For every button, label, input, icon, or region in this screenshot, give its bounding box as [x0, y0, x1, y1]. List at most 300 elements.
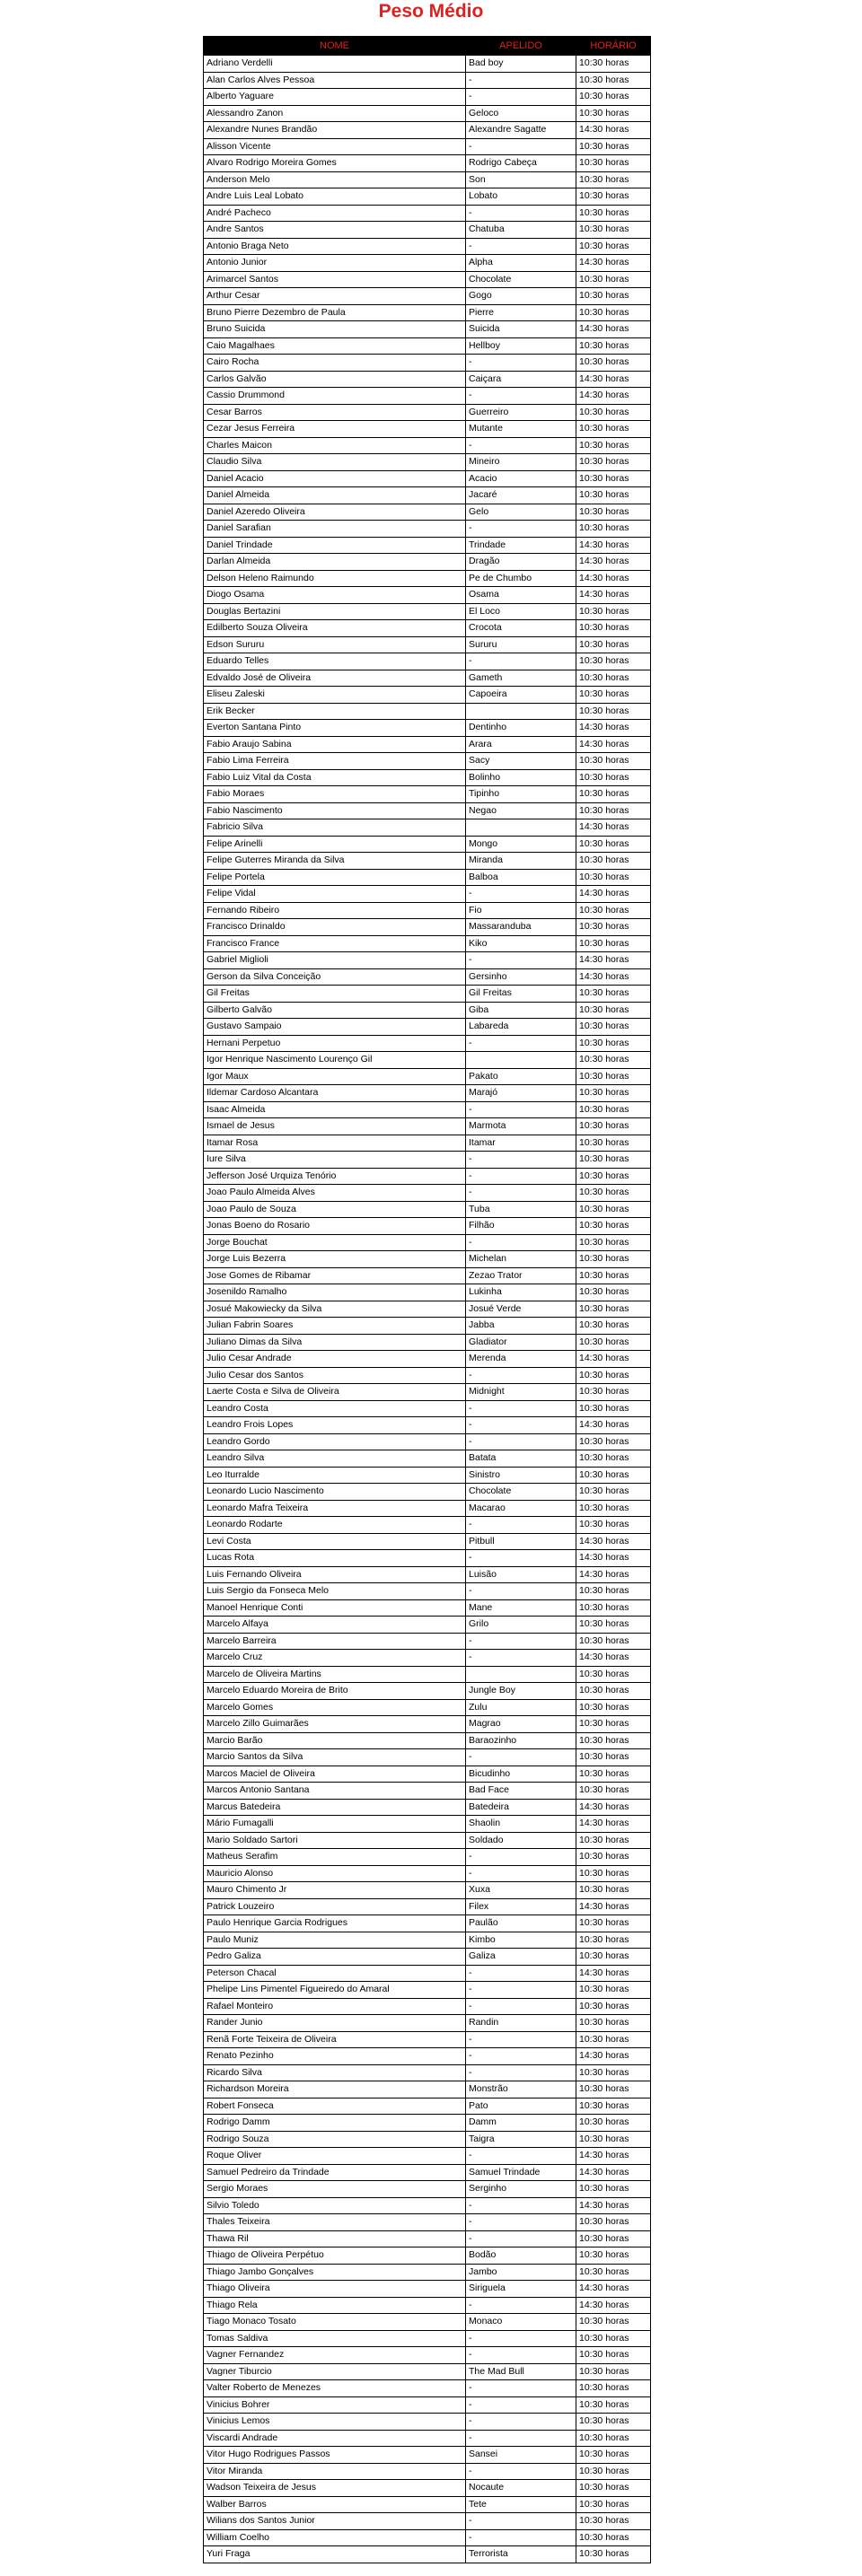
cell-name: Vitor Hugo Rodrigues Passos: [204, 2447, 466, 2464]
table-row: [204, 2363, 651, 2380]
cell-nickname: Serginho: [466, 2181, 576, 2198]
cell-schedule: 14:30 horas: [576, 1566, 651, 1583]
cell-name: Josué Makowiecky da Silva: [204, 1301, 466, 1318]
table-row: [204, 155, 651, 172]
cell-nickname: Tete: [466, 2496, 576, 2513]
cell-name: Isaac Almeida: [204, 1101, 466, 1118]
cell-name: Itamar Rosa: [204, 1135, 466, 1152]
cell-schedule: 10:30 horas: [576, 603, 651, 620]
table-row: [204, 587, 651, 604]
cell-name: Juliano Dimas da Silva: [204, 1334, 466, 1351]
cell-nickname: -: [466, 1550, 576, 1567]
cell-schedule: 10:30 horas: [576, 1583, 651, 1600]
cell-schedule: 10:30 horas: [576, 2447, 651, 2464]
cell-nickname: -: [466, 1234, 576, 1251]
table-row: [204, 2181, 651, 2198]
cell-schedule: 10:30 horas: [576, 769, 651, 786]
table-row: [204, 404, 651, 421]
cell-nickname: Galiza: [466, 1949, 576, 1966]
cell-name: Samuel Pedreiro da Trindade: [204, 2164, 466, 2181]
cell-schedule: 10:30 horas: [576, 902, 651, 919]
table-row: [204, 188, 651, 206]
table-row: [204, 2214, 651, 2231]
cell-schedule: 10:30 horas: [576, 2414, 651, 2431]
cell-name: Ismael de Jesus: [204, 1118, 466, 1135]
table-row: [204, 205, 651, 222]
cell-nickname: Alexandre Sagatte: [466, 122, 576, 139]
cell-schedule: 10:30 horas: [576, 288, 651, 305]
table-row: [204, 1517, 651, 1534]
cell-schedule: 10:30 horas: [576, 620, 651, 637]
cell-schedule: 10:30 horas: [576, 2131, 651, 2148]
cell-name: Adriano Verdelli: [204, 56, 466, 73]
cell-nickname: -: [466, 2230, 576, 2247]
cell-name: Igor Henrique Nascimento Lourenço Gil: [204, 1052, 466, 1069]
cell-nickname: Baraozinho: [466, 1732, 576, 1749]
cell-schedule: 10:30 horas: [576, 1732, 651, 1749]
table-row: [204, 1982, 651, 1999]
cell-nickname: Pitbull: [466, 1533, 576, 1550]
table-row: [204, 703, 651, 720]
cell-nickname: Jabba: [466, 1318, 576, 1335]
header-schedule: HORÁRIO: [576, 37, 651, 56]
table-row: [204, 537, 651, 554]
cell-schedule: 10:30 horas: [576, 869, 651, 886]
cell-schedule: 10:30 horas: [576, 2264, 651, 2281]
cell-schedule: 10:30 horas: [576, 2480, 651, 2497]
cell-name: Rodrigo Souza: [204, 2131, 466, 2148]
cell-schedule: 10:30 horas: [576, 1683, 651, 1700]
cell-schedule: 10:30 horas: [576, 2496, 651, 2513]
cell-name: Daniel Azeredo Oliveira: [204, 504, 466, 521]
cell-nickname: -: [466, 2430, 576, 2447]
cell-schedule: 10:30 horas: [576, 2529, 651, 2546]
cell-schedule: 10:30 horas: [576, 1019, 651, 1036]
cell-nickname: Dentinho: [466, 720, 576, 737]
cell-schedule: 10:30 horas: [576, 1949, 651, 1966]
cell-nickname: Arara: [466, 736, 576, 753]
cell-nickname: -: [466, 2463, 576, 2480]
table-row: [204, 105, 651, 122]
cell-nickname: Filex: [466, 1898, 576, 1915]
cell-nickname: Trindade: [466, 537, 576, 554]
table-row: [204, 1583, 651, 1600]
cell-name: Leonardo Lucio Nascimento: [204, 1484, 466, 1501]
cell-name: Daniel Trindade: [204, 537, 466, 554]
cell-schedule: 10:30 horas: [576, 2546, 651, 2563]
cell-name: Felipe Portela: [204, 869, 466, 886]
cell-schedule: 10:30 horas: [576, 188, 651, 206]
table-row: [204, 72, 651, 89]
cell-schedule: 10:30 horas: [576, 1251, 651, 1268]
cell-name: Peterson Chacal: [204, 1965, 466, 1982]
table-row: [204, 986, 651, 1003]
cell-name: Thiago de Oliveira Perpétuo: [204, 2247, 466, 2265]
table-row: [204, 2430, 651, 2447]
cell-nickname: -: [466, 138, 576, 155]
table-row: [204, 2247, 651, 2265]
cell-name: Edson Sururu: [204, 636, 466, 653]
cell-schedule: 10:30 horas: [576, 2115, 651, 2132]
table-row: [204, 1650, 651, 1667]
cell-name: Cassio Drummond: [204, 388, 466, 405]
table-row: [204, 1351, 651, 1368]
cell-schedule: 10:30 horas: [576, 1633, 651, 1650]
table-row: [204, 1185, 651, 1202]
table-row: [204, 1251, 651, 1268]
cell-schedule: 10:30 horas: [576, 72, 651, 89]
cell-schedule: 10:30 horas: [576, 1699, 651, 1716]
cell-name: Silvio Toledo: [204, 2197, 466, 2214]
cell-name: Eduardo Telles: [204, 653, 466, 670]
cell-nickname: [466, 819, 576, 837]
cell-schedule: 10:30 horas: [576, 1367, 651, 1384]
cell-nickname: -: [466, 2513, 576, 2530]
cell-nickname: -: [466, 1865, 576, 1882]
table-row: [204, 935, 651, 952]
table-row: [204, 2164, 651, 2181]
cell-nickname: -: [466, 1367, 576, 1384]
cell-schedule: 14:30 horas: [576, 1816, 651, 1833]
cell-schedule: 10:30 horas: [576, 1201, 651, 1218]
cell-name: Fabio Araujo Sabina: [204, 736, 466, 753]
cell-nickname: Suicida: [466, 321, 576, 338]
cell-name: Alisson Vicente: [204, 138, 466, 155]
cell-schedule: 10:30 horas: [576, 89, 651, 106]
table-row: [204, 56, 651, 73]
page-title: Peso Médio: [378, 1, 484, 22]
table-row: [204, 636, 651, 653]
cell-nickname: -: [466, 1185, 576, 1202]
cell-name: Roque Oliver: [204, 2148, 466, 2165]
cell-schedule: 10:30 horas: [576, 2230, 651, 2247]
cell-schedule: 10:30 horas: [576, 1467, 651, 1484]
cell-nickname: Paulão: [466, 1915, 576, 1932]
table-row: [204, 421, 651, 438]
cell-nickname: Gladiator: [466, 1334, 576, 1351]
cell-schedule: 10:30 horas: [576, 1484, 651, 1501]
table-row: [204, 1749, 651, 1766]
cell-schedule: 10:30 horas: [576, 1085, 651, 1102]
cell-name: Richardson Moreira: [204, 2081, 466, 2098]
cell-schedule: 14:30 horas: [576, 371, 651, 388]
cell-nickname: -: [466, 2148, 576, 2165]
cell-name: Leandro Gordo: [204, 1433, 466, 1450]
cell-nickname: Lobato: [466, 188, 576, 206]
table-row: [204, 1832, 651, 1849]
table-row: [204, 769, 651, 786]
cell-nickname: Mongo: [466, 836, 576, 853]
cell-nickname: Crocota: [466, 620, 576, 637]
table-row: [204, 1467, 651, 1484]
cell-schedule: 10:30 horas: [576, 1998, 651, 2015]
table-row: [204, 1599, 651, 1617]
cell-name: Rodrigo Damm: [204, 2115, 466, 2132]
table-row: [204, 2281, 651, 2298]
cell-schedule: 10:30 horas: [576, 1168, 651, 1185]
cell-nickname: -: [466, 1035, 576, 1052]
cell-nickname: Bad Face: [466, 1783, 576, 1800]
cell-schedule: 10:30 horas: [576, 355, 651, 372]
cell-schedule: 10:30 horas: [576, 171, 651, 188]
table-row: [204, 2529, 651, 2546]
cell-nickname: [466, 1666, 576, 1683]
cell-schedule: 10:30 horas: [576, 1500, 651, 1517]
cell-nickname: Sansei: [466, 2447, 576, 2464]
cell-schedule: 10:30 horas: [576, 753, 651, 770]
cell-nickname: Labareda: [466, 1019, 576, 1036]
cell-schedule: 14:30 horas: [576, 1898, 651, 1915]
cell-schedule: 10:30 horas: [576, 1068, 651, 1085]
cell-nickname: -: [466, 388, 576, 405]
cell-nickname: Mane: [466, 1599, 576, 1617]
table-row: [204, 355, 651, 372]
cell-name: Fabricio Silva: [204, 819, 466, 837]
cell-name: André Pacheco: [204, 205, 466, 222]
table-row: [204, 1799, 651, 1816]
cell-nickname: Dragão: [466, 554, 576, 571]
cell-nickname: Michelan: [466, 1251, 576, 1268]
cell-nickname: Midnight: [466, 1384, 576, 1401]
cell-nickname: -: [466, 1998, 576, 2015]
cell-nickname: Geloco: [466, 105, 576, 122]
cell-name: Mauricio Alonso: [204, 1865, 466, 1882]
cell-schedule: 10:30 horas: [576, 2396, 651, 2414]
table-row: [204, 2380, 651, 2397]
table-row: [204, 802, 651, 819]
table-row: [204, 371, 651, 388]
cell-name: Fabio Luiz Vital da Costa: [204, 769, 466, 786]
table-row: [204, 470, 651, 487]
cell-name: Sergio Moraes: [204, 2181, 466, 2198]
cell-nickname: -: [466, 2064, 576, 2081]
cell-nickname: -: [466, 2529, 576, 2546]
cell-nickname: Sinistro: [466, 1467, 576, 1484]
cell-name: Iure Silva: [204, 1152, 466, 1169]
cell-name: Wilians dos Santos Junior: [204, 2513, 466, 2530]
table-row: [204, 1152, 651, 1169]
cell-schedule: 10:30 horas: [576, 1882, 651, 1899]
cell-name: Marcos Maciel de Oliveira: [204, 1766, 466, 1783]
cell-name: Diogo Osama: [204, 587, 466, 604]
cell-schedule: 10:30 horas: [576, 2098, 651, 2115]
table-row: [204, 1035, 651, 1052]
cell-name: Alberto Yaguare: [204, 89, 466, 106]
table-row: [204, 2463, 651, 2480]
cell-schedule: 10:30 horas: [576, 2463, 651, 2480]
cell-schedule: 14:30 horas: [576, 2297, 651, 2314]
header-name: NOME: [204, 37, 466, 56]
cell-nickname: Marmota: [466, 1118, 576, 1135]
table-row: [204, 1450, 651, 1468]
cell-name: Joao Paulo de Souza: [204, 1201, 466, 1218]
cell-schedule: 14:30 horas: [576, 1799, 651, 1816]
table-row: [204, 1550, 651, 1567]
table-row: [204, 2297, 651, 2314]
cell-schedule: 10:30 horas: [576, 1932, 651, 1949]
cell-nickname: Sururu: [466, 636, 576, 653]
cell-name: Yuri Fraga: [204, 2546, 466, 2563]
cell-nickname: Acacio: [466, 470, 576, 487]
cell-nickname: -: [466, 1517, 576, 1534]
table-row: [204, 570, 651, 587]
table-row: [204, 736, 651, 753]
table-row: [204, 1201, 651, 1218]
cell-nickname: [466, 1052, 576, 1069]
cell-schedule: 10:30 horas: [576, 1433, 651, 1450]
cell-nickname: Marajó: [466, 1085, 576, 1102]
cell-name: Jefferson José Urquiza Tenório: [204, 1168, 466, 1185]
cell-name: Matheus Serafim: [204, 1849, 466, 1866]
table-row: [204, 2347, 651, 2364]
cell-schedule: 10:30 horas: [576, 1832, 651, 1849]
cell-name: Josenildo Ramalho: [204, 1284, 466, 1301]
cell-nickname: Negao: [466, 802, 576, 819]
cell-name: Manoel Henrique Conti: [204, 1599, 466, 1617]
cell-name: Marcos Antonio Santana: [204, 1783, 466, 1800]
cell-name: Cairo Rocha: [204, 355, 466, 372]
table-row: [204, 869, 651, 886]
cell-schedule: 14:30 horas: [576, 2197, 651, 2214]
cell-nickname: Miranda: [466, 853, 576, 870]
cell-schedule: 10:30 horas: [576, 687, 651, 704]
cell-nickname: Tuba: [466, 1201, 576, 1218]
cell-schedule: 14:30 horas: [576, 1550, 651, 1567]
cell-name: Levi Costa: [204, 1533, 466, 1550]
cell-schedule: 10:30 horas: [576, 155, 651, 172]
table-row: [204, 1882, 651, 1899]
cell-schedule: 10:30 horas: [576, 1517, 651, 1534]
cell-name: Everton Santana Pinto: [204, 720, 466, 737]
cell-name: Edvaldo José de Oliveira: [204, 670, 466, 687]
table-row: [204, 2414, 651, 2431]
cell-nickname: -: [466, 2380, 576, 2397]
table-row: [204, 521, 651, 538]
table-row: [204, 2447, 651, 2464]
cell-schedule: 10:30 horas: [576, 1101, 651, 1118]
cell-name: Julio Cesar Andrade: [204, 1351, 466, 1368]
table-row: [204, 902, 651, 919]
cell-nickname: -: [466, 1849, 576, 1866]
cell-schedule: 10:30 horas: [576, 1384, 651, 1401]
cell-nickname: Monstrão: [466, 2081, 576, 2098]
cell-nickname: Kimbo: [466, 1932, 576, 1949]
table-row: [204, 1849, 651, 1866]
cell-name: Fernando Ribeiro: [204, 902, 466, 919]
cell-name: Alvaro Rodrigo Moreira Gomes: [204, 155, 466, 172]
table-row: [204, 1301, 651, 1318]
table-row: [204, 504, 651, 521]
cell-name: Leandro Costa: [204, 1400, 466, 1417]
cell-schedule: 14:30 horas: [576, 2048, 651, 2065]
table-row: [204, 1766, 651, 1783]
cell-schedule: 10:30 horas: [576, 1982, 651, 1999]
table-row: [204, 1500, 651, 1517]
cell-schedule: 10:30 horas: [576, 487, 651, 504]
cell-name: Mario Soldado Sartori: [204, 1832, 466, 1849]
table-row: [204, 1019, 651, 1036]
cell-nickname: Nocaute: [466, 2480, 576, 2497]
cell-name: Edilberto Souza Oliveira: [204, 620, 466, 637]
cell-nickname: -: [466, 1101, 576, 1118]
table-row: [204, 1101, 651, 1118]
cell-schedule: 10:30 horas: [576, 1450, 651, 1468]
table-row: [204, 1135, 651, 1152]
cell-schedule: 10:30 horas: [576, 636, 651, 653]
cell-name: Claudio Silva: [204, 454, 466, 471]
cell-schedule: 14:30 horas: [576, 1533, 651, 1550]
cell-nickname: Chatuba: [466, 222, 576, 239]
cell-name: Andre Santos: [204, 222, 466, 239]
cell-nickname: -: [466, 521, 576, 538]
table-row: [204, 1384, 651, 1401]
cell-name: Luis Fernando Oliveira: [204, 1566, 466, 1583]
cell-nickname: Gameth: [466, 670, 576, 687]
cell-name: Thawa Ril: [204, 2230, 466, 2247]
cell-nickname: -: [466, 886, 576, 903]
cell-schedule: 14:30 horas: [576, 1965, 651, 1982]
cell-name: William Coelho: [204, 2529, 466, 2546]
table-row: [204, 337, 651, 355]
table-row: [204, 1484, 651, 1501]
cell-name: Leonardo Mafra Teixeira: [204, 1500, 466, 1517]
table-row: [204, 1168, 651, 1185]
table-row: [204, 1949, 651, 1966]
table-row: [204, 2064, 651, 2081]
cell-schedule: 10:30 horas: [576, 2380, 651, 2397]
cell-name: Jorge Luis Bezerra: [204, 1251, 466, 1268]
cell-nickname: Mutante: [466, 421, 576, 438]
header-nickname: APELIDO: [466, 37, 576, 56]
cell-schedule: 14:30 horas: [576, 122, 651, 139]
cell-schedule: 10:30 horas: [576, 1783, 651, 1800]
cell-schedule: 10:30 horas: [576, 1135, 651, 1152]
cell-nickname: -: [466, 1152, 576, 1169]
cell-name: Alexandre Nunes Brandão: [204, 122, 466, 139]
table-row: [204, 1367, 651, 1384]
cell-name: Daniel Acacio: [204, 470, 466, 487]
cell-nickname: Itamar: [466, 1135, 576, 1152]
cell-name: Leandro Silva: [204, 1450, 466, 1468]
table-row: [204, 1533, 651, 1550]
cell-schedule: 10:30 horas: [576, 222, 651, 239]
cell-schedule: 14:30 horas: [576, 720, 651, 737]
cell-schedule: 14:30 horas: [576, 570, 651, 587]
cell-schedule: 10:30 horas: [576, 470, 651, 487]
cell-name: Laerte Costa e Silva de Oliveira: [204, 1384, 466, 1401]
cell-schedule: 10:30 horas: [576, 2430, 651, 2447]
cell-nickname: -: [466, 1400, 576, 1417]
cell-name: Fabio Nascimento: [204, 802, 466, 819]
table-row: [204, 288, 651, 305]
cell-name: Jonas Boeno do Rosario: [204, 1218, 466, 1235]
cell-name: Phelipe Lins Pimentel Figueiredo do Amaral: [204, 1982, 466, 1999]
cell-name: Ricardo Silva: [204, 2064, 466, 2081]
cell-schedule: 10:30 horas: [576, 1716, 651, 1733]
cell-name: Gustavo Sampaio: [204, 1019, 466, 1036]
table-row: [204, 2396, 651, 2414]
table-row: [204, 1633, 651, 1650]
table-row: [204, 1284, 651, 1301]
table-row: [204, 1400, 651, 1417]
cell-nickname: Pato: [466, 2098, 576, 2115]
cell-schedule: 10:30 horas: [576, 1118, 651, 1135]
cell-schedule: 10:30 horas: [576, 1334, 651, 1351]
cell-nickname: Guerreiro: [466, 404, 576, 421]
cell-schedule: 10:30 horas: [576, 421, 651, 438]
cell-nickname: Hellboy: [466, 337, 576, 355]
cell-name: Marcelo Barreira: [204, 1633, 466, 1650]
